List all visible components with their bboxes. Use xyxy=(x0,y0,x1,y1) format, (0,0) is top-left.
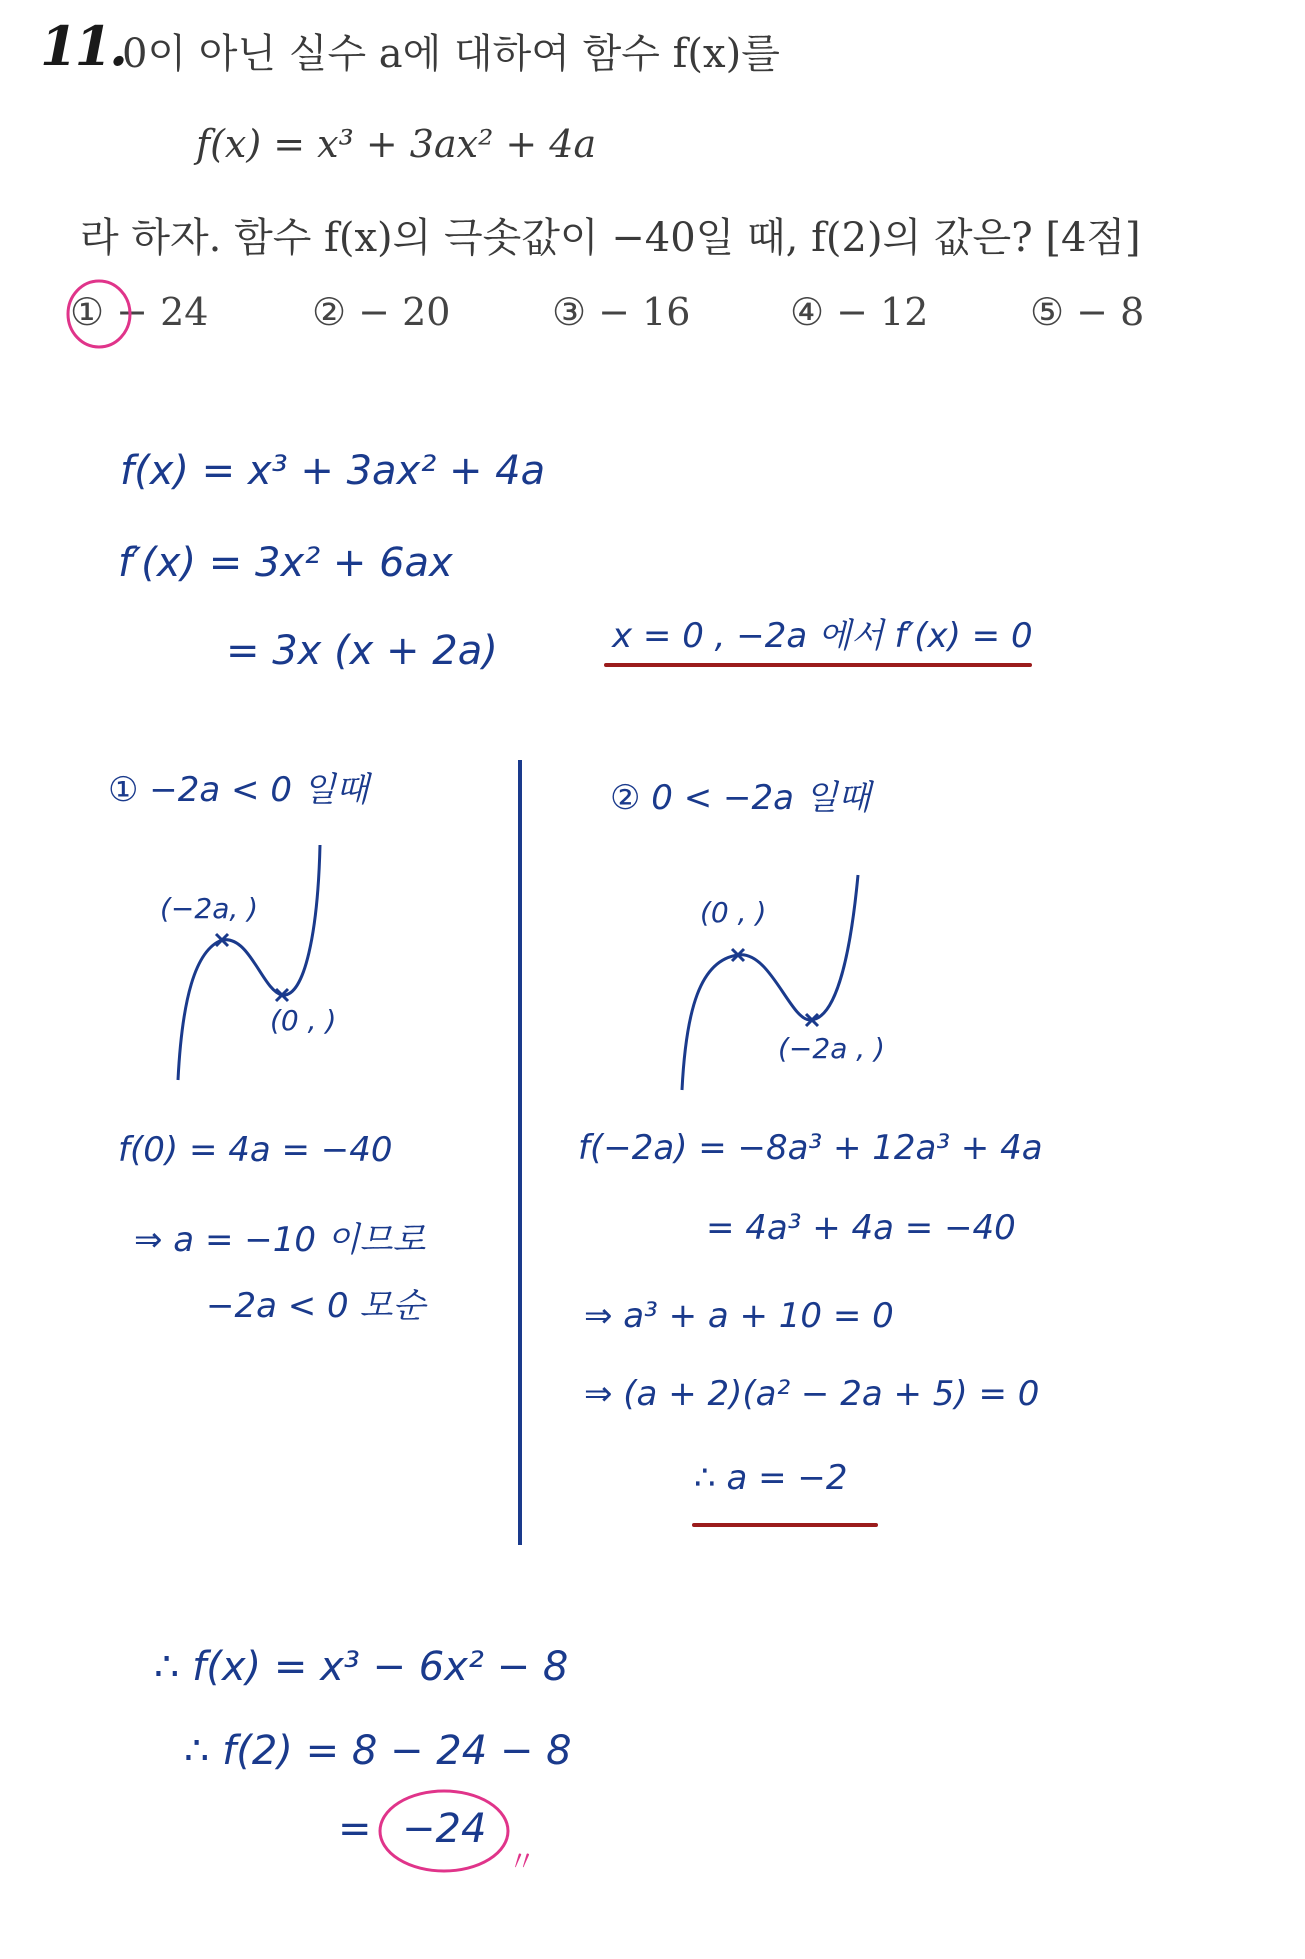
case-2-title: ② 0 < −2a 일때 xyxy=(610,778,871,818)
case-2-graph xyxy=(682,875,858,1090)
case-2-eq-4: ⇒ (a + 2)(a² − 2a + 5) = 0 xyxy=(584,1374,1040,1414)
solution-line-3: = 3x (x + 2a) xyxy=(226,628,498,674)
final-line-2: ∴ f(2) = 8 − 24 − 8 xyxy=(184,1728,572,1774)
final-answer: −24 xyxy=(402,1806,487,1852)
case-1-eq-3: −2a < 0 모순 xyxy=(206,1286,426,1326)
solution-line-2: f′(x) = 3x² + 6ax xyxy=(118,540,453,586)
choice-1-mark: ① xyxy=(70,290,105,334)
choice-3-value: − 16 xyxy=(598,290,691,334)
case-2-max-label: (0 , ) xyxy=(700,896,767,929)
final-answer-circle xyxy=(380,1791,508,1871)
question-intro: 0이 아닌 실수 a에 대하여 함수 f(x)를 xyxy=(122,31,780,77)
case-2-eq-3: ⇒ a³ + a + 10 = 0 xyxy=(584,1296,894,1336)
critical-points-note: x = 0 , −2a 에서 f′(x) = 0 xyxy=(612,616,1033,656)
choice-2-value: − 20 xyxy=(358,290,451,334)
choice-3-mark: ③ xyxy=(552,290,587,334)
case-1-eq-1: f(0) = 4a = −40 xyxy=(118,1130,393,1170)
question-text: 라 하자. 함수 f(x)의 극솟값이 −40일 때, f(2)의 값은? [4점] xyxy=(80,215,1141,261)
case-2-eq-5: ∴ a = −2 xyxy=(694,1458,848,1498)
choice-1-value: − 24 xyxy=(116,290,209,334)
case-1-eq-2: ⇒ a = −10 이므로 xyxy=(134,1220,426,1260)
choice-5-mark: ⑤ xyxy=(1030,290,1065,334)
case-1-graph xyxy=(178,845,320,1080)
final-line-1: ∴ f(x) = x³ − 6x² − 8 xyxy=(154,1644,569,1690)
choice-5-value: − 8 xyxy=(1076,290,1145,334)
case-2-min-label: (−2a , ) xyxy=(778,1032,885,1065)
final-line-3-prefix: = xyxy=(338,1806,372,1852)
selected-choice-circle xyxy=(68,281,130,347)
case-1-title: ① −2a < 0 일때 xyxy=(108,770,369,810)
final-tick-mark: 〃 xyxy=(508,1845,537,1878)
choice-2-mark: ② xyxy=(312,290,347,334)
choice-4-value: − 12 xyxy=(836,290,929,334)
choice-4-mark: ④ xyxy=(790,290,825,334)
case-2-eq-1: f(−2a) = −8a³ + 12a³ + 4a xyxy=(578,1128,1043,1168)
question-number: 11. xyxy=(40,14,125,78)
question-formula: f(x) = x³ + 3ax² + 4a xyxy=(196,122,597,166)
case-1-max-label: (−2a, ) xyxy=(160,892,259,925)
case-2-eq-2: = 4a³ + 4a = −40 xyxy=(706,1208,1016,1248)
solution-line-1: f(x) = x³ + 3ax² + 4a xyxy=(120,448,546,494)
case-1-min-label: (0 , ) xyxy=(270,1004,337,1037)
